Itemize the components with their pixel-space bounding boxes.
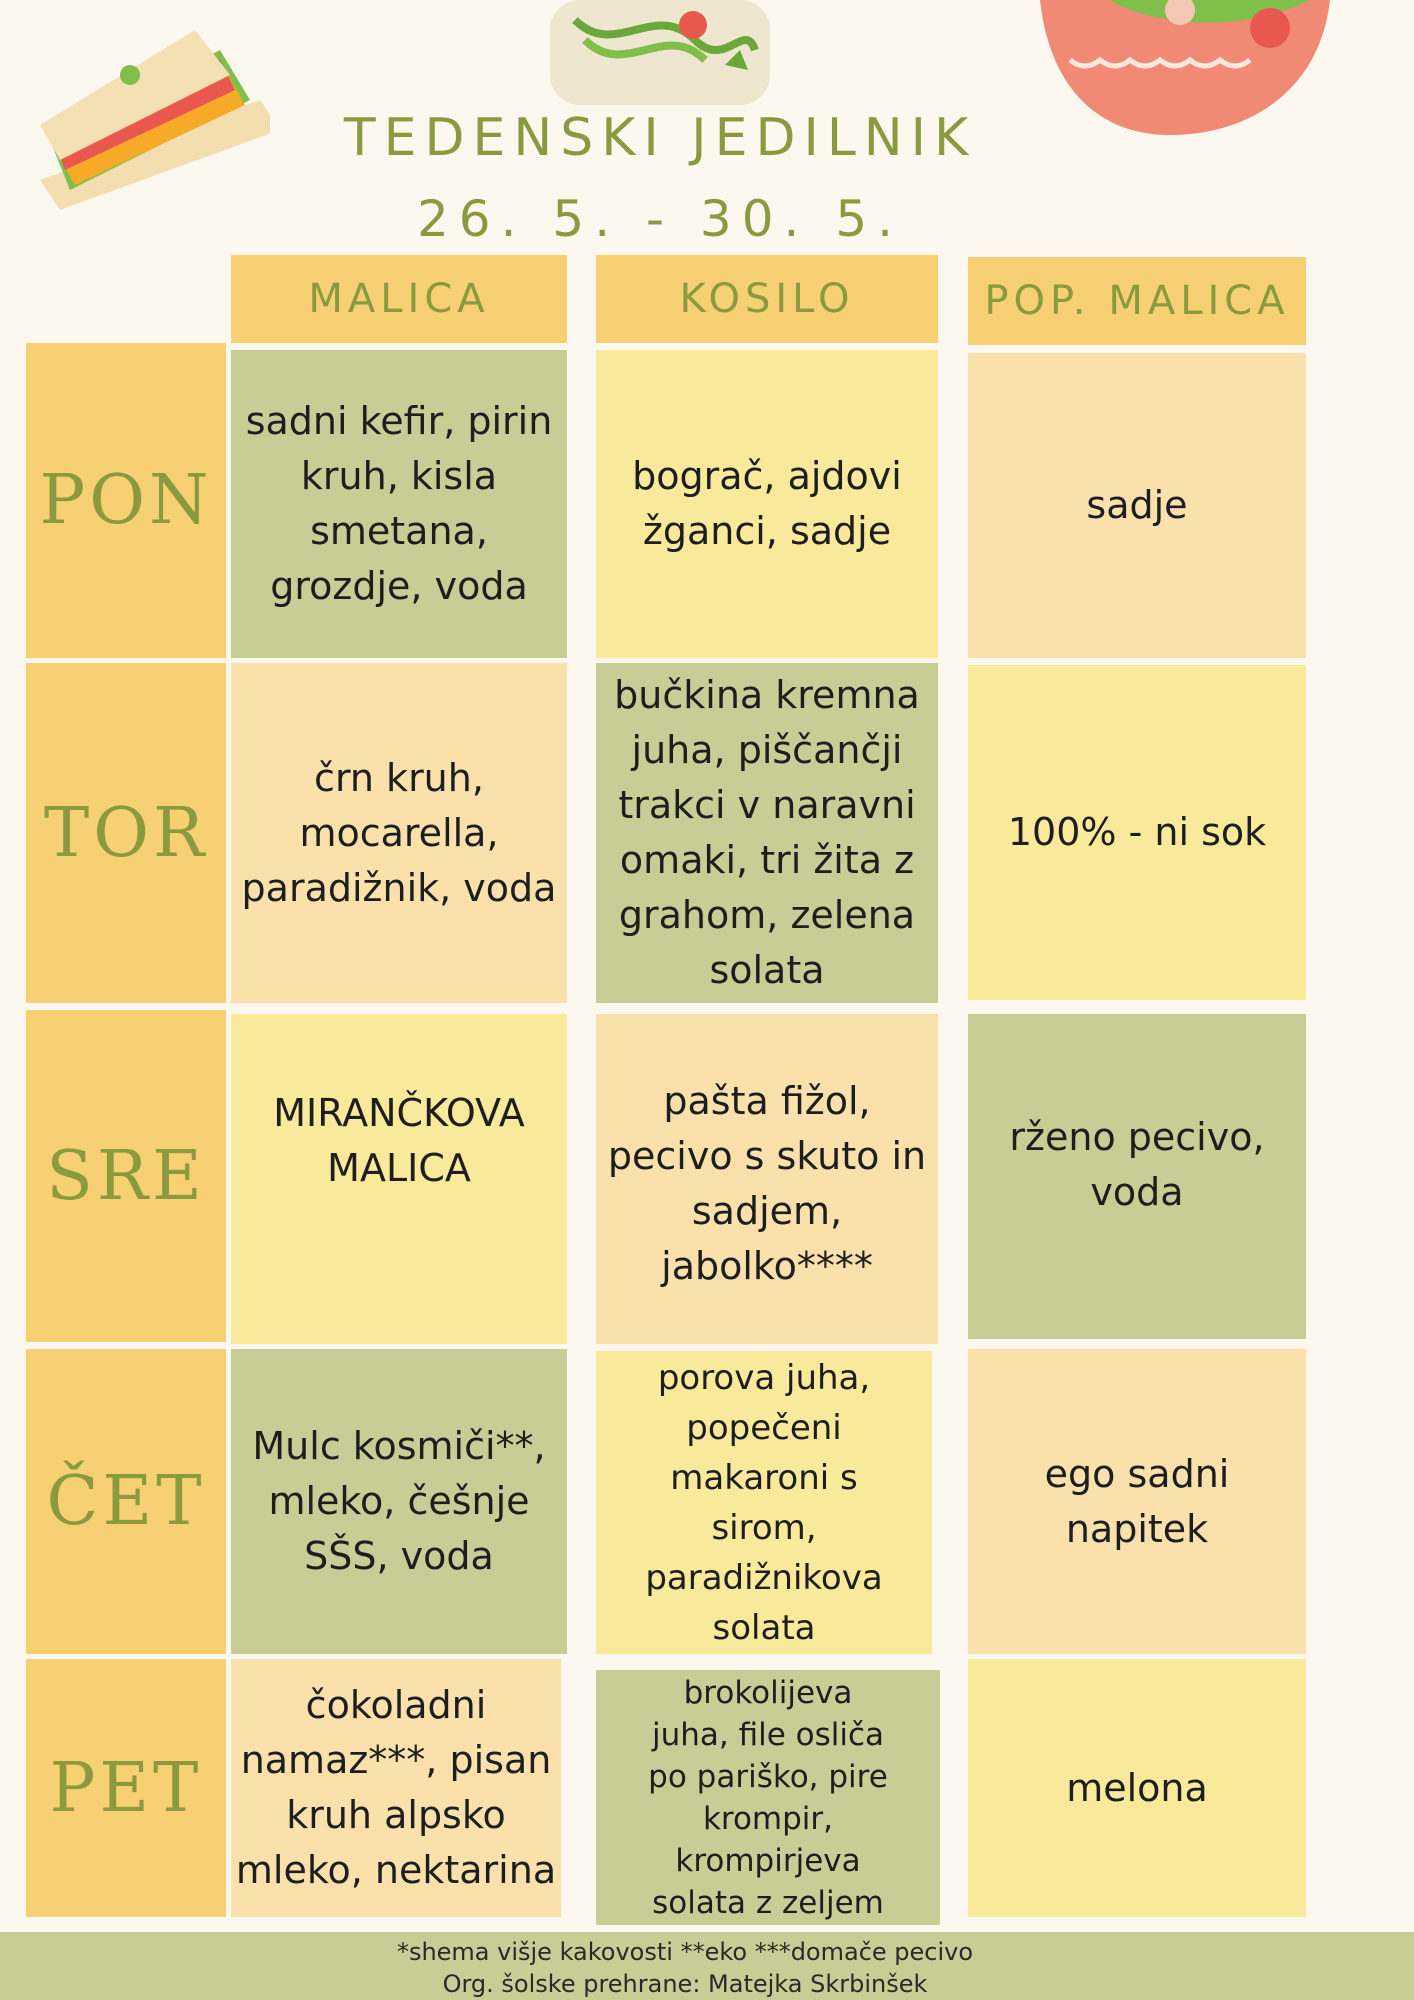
footer-note: *shema višje kakovosti **eko ***domače pecivo: [396, 1938, 974, 1966]
cell-pon-pop-malica: sadje: [968, 353, 1306, 658]
cell-pet-pop-malica: melona: [968, 1659, 1306, 1917]
day-cet: ČET: [26, 1349, 226, 1654]
footer: [0, 1932, 1414, 2000]
cell-cet-pop-malica: ego sadni napitek: [968, 1349, 1306, 1654]
cell-tor-pop-malica: 100% - ni sok: [968, 665, 1306, 1000]
day-tor: TOR: [26, 663, 226, 1003]
cell-sre-pop-malica: rženo pecivo, voda: [968, 1014, 1306, 1339]
cell-pet-malica: čokoladni namaz***, pisan kruh alpsko mleko, nektarina: [231, 1659, 561, 1917]
cell-pet-kosilo: brokolijeva juha, file osliča po pariško, pire krompir, krompirjeva solata z zeljem: [596, 1670, 940, 1925]
noodle-bowl-illustration: [545, 0, 775, 110]
header-pop-malica: POP. MALICA: [968, 257, 1306, 345]
cell-cet-kosilo: porova juha, popečeni makaroni s sirom, paradižnikova solata: [596, 1351, 932, 1654]
header-malica: MALICA: [231, 255, 567, 343]
cell-pon-kosilo: bograč, ajdovi žganci, sadje: [596, 350, 938, 658]
cell-sre-kosilo: pašta fižol, pecivo s skuto in sadjem, jabolko****: [596, 1014, 938, 1344]
cell-tor-malica: črn kruh, mocarella, paradižnik, voda: [231, 663, 567, 1003]
footer-organizer: Org. šolske prehrane: Matejka Skrbinšek: [442, 1970, 928, 1998]
cell-pon-malica: sadni kefir, pirin kruh, kisla smetana, grozdje, voda: [231, 350, 567, 658]
date-range: 26. 5. - 30. 5.: [416, 190, 904, 248]
cell-tor-kosilo: bučkina kremna juha, piščančji trakci v naravni omaki, tri žita z grahom, zelena solata: [596, 663, 938, 1003]
day-sre: SRE: [26, 1010, 226, 1342]
day-pet: PET: [26, 1659, 226, 1917]
header-kosilo: KOSILO: [596, 255, 938, 343]
day-pon: PON: [26, 343, 226, 658]
cell-cet-malica: Mulc kosmiči**, mleko, češnje SŠS, voda: [231, 1349, 567, 1654]
page-title: TEDENSKI JEDILNIK: [343, 108, 977, 168]
cell-sre-malica: MIRANČKOVA MALICA: [231, 1014, 567, 1344]
